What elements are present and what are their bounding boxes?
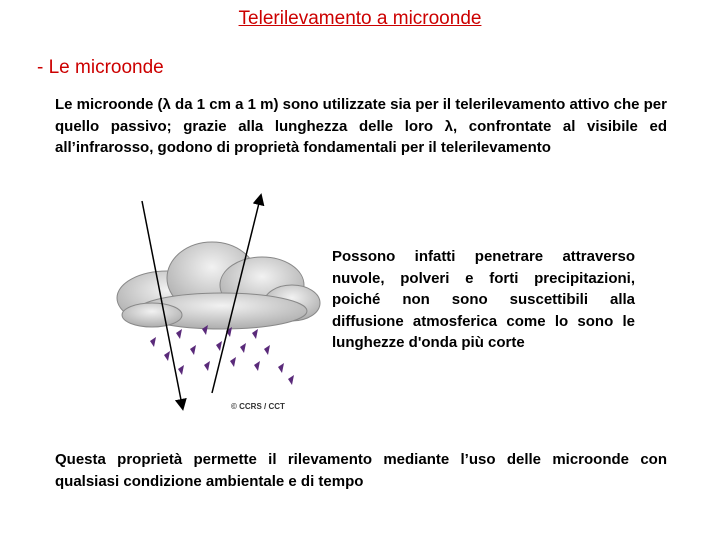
conclusion-paragraph: Questa proprietà permette il rilevamento mediante l’uso delle microonde con qualsiasi condizione ambientale e di tempo	[55, 451, 667, 490]
microwave-cloud-illustration	[112, 193, 322, 418]
intro-paragraph: Le microonde (λ da 1 cm a 1 m) sono utilizzate sia per il telerilevamento attivo che per quello passivo; grazie alla lunghezza delle loro λ, confrontate al visibile ed all’infrarosso, godono di proprietà fondamentali per il telerilevamento	[55, 96, 667, 156]
penetration-paragraph: Possono infatti penetrare attraverso nuvole, polveri e forti precipitazioni, poiché non sono suscettibili alla diffusione atmosferica come lo sono le lunghezze d'onda più corte	[332, 248, 635, 351]
image-credit: © CCRS / CCT	[231, 402, 285, 411]
cloud-shape	[117, 242, 320, 329]
slide-title: Telerilevamento a microonde	[238, 8, 482, 29]
section-heading: - Le microonde	[37, 57, 164, 78]
